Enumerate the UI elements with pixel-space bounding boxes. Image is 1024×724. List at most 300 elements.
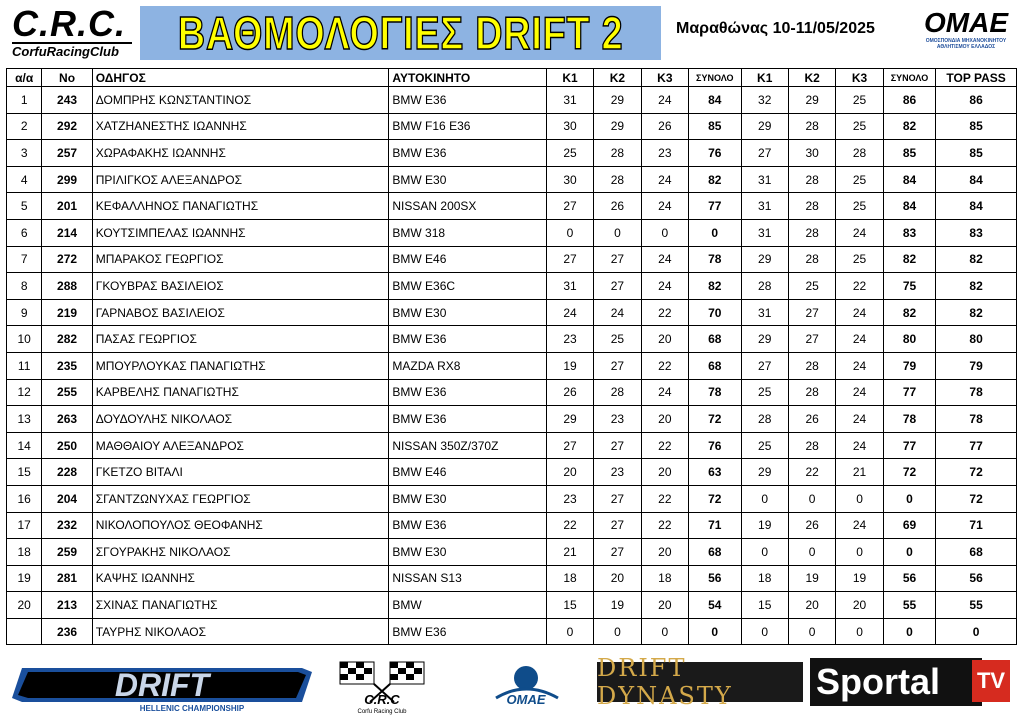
cell-car-number: 201 [42, 193, 92, 220]
cell-car-number: 257 [42, 140, 92, 167]
cell-k1-run1: 25 [546, 140, 593, 167]
cell-top-pass: 83 [936, 219, 1017, 246]
col-header-k2-run2: Κ2 [788, 69, 835, 87]
cell-top-pass: 80 [936, 326, 1017, 353]
cell-k3-run2: 21 [836, 459, 883, 486]
cell-car-number: 255 [42, 379, 92, 406]
cell-k3-run1: 20 [641, 406, 688, 433]
cell-k3-run1: 20 [641, 459, 688, 486]
cell-car: NISSAN 350Z/370Z [389, 432, 546, 459]
cell-total-run1: 0 [689, 219, 741, 246]
col-header-k3-run2: Κ3 [836, 69, 883, 87]
cell-k3-run1: 22 [641, 299, 688, 326]
cell-k2-run1: 28 [594, 379, 641, 406]
cell-car-number: 259 [42, 539, 92, 566]
table-row [7, 352, 1017, 379]
cell-k3-run1: 24 [641, 379, 688, 406]
cell-k1-run2: 25 [741, 432, 788, 459]
table-row [7, 140, 1017, 167]
cell-k1-run1: 0 [546, 219, 593, 246]
cell-k1-run2: 25 [741, 379, 788, 406]
cell-k1-run2: 31 [741, 193, 788, 220]
cell-k3-run1: 24 [641, 273, 688, 300]
cell-total-run1: 68 [689, 326, 741, 353]
cell-car: BMW E36 [389, 406, 546, 433]
table-row [7, 432, 1017, 459]
cell-k3-run2: 24 [836, 326, 883, 353]
cell-total-run1: 76 [689, 432, 741, 459]
cell-driver: ΣΓΑΝΤΖΩΝΥΧΑΣ ΓΕΩΡΓΙΟΣ [92, 485, 389, 512]
cell-driver: ΤΑΥΡΗΣ ΝΙΚΟΛΑΟΣ [92, 618, 389, 645]
cell-position: 7 [7, 246, 42, 273]
cell-total-run1: 72 [689, 406, 741, 433]
cell-total-run1: 76 [689, 140, 741, 167]
cell-total-run2: 77 [883, 432, 935, 459]
cell-car-number: 292 [42, 113, 92, 140]
cell-total-run1: 68 [689, 352, 741, 379]
cell-car: BMW E46 [389, 246, 546, 273]
cell-position [7, 618, 42, 645]
cell-k2-run2: 30 [788, 140, 835, 167]
cell-k3-run2: 0 [836, 485, 883, 512]
cell-position: 11 [7, 352, 42, 379]
cell-k3-run2: 24 [836, 406, 883, 433]
cell-driver: ΜΠΟΥΡΛΟΥΚΑΣ ΠΑΝΑΓΙΩΤΗΣ [92, 352, 389, 379]
cell-driver: ΜΠΑΡΑΚΟΣ ΓΕΩΡΓΙΟΣ [92, 246, 389, 273]
cell-k2-run2: 27 [788, 299, 835, 326]
cell-car-number: 214 [42, 219, 92, 246]
cell-driver: ΝΙΚΟΛΟΠΟΥΛΟΣ ΘΕΟΦΑΝΗΣ [92, 512, 389, 539]
cell-driver: ΔΟΜΠΡΗΣ ΚΩΝΣΤΑΝΤΙΝΟΣ [92, 87, 389, 114]
cell-k1-run1: 23 [546, 326, 593, 353]
cell-k1-run1: 15 [546, 592, 593, 619]
drift-logo-text: DRIFT [114, 667, 210, 703]
cell-k1-run1: 27 [546, 193, 593, 220]
cell-car: BMW E36 [389, 326, 546, 353]
cell-car: BMW 318 [389, 219, 546, 246]
cell-k2-run1: 20 [594, 565, 641, 592]
cell-k2-run2: 19 [788, 565, 835, 592]
cell-position: 20 [7, 592, 42, 619]
cell-k2-run1: 0 [594, 219, 641, 246]
checkered-flags-icon [334, 658, 430, 716]
cell-k3-run1: 24 [641, 166, 688, 193]
cell-driver: ΠΑΣΑΣ ΓΕΩΡΓΙΟΣ [92, 326, 389, 353]
cell-driver: ΠΡΙΛΙΓΚΟΣ ΑΛΕΞΑΝΔΡΟΣ [92, 166, 389, 193]
cell-total-run2: 86 [883, 87, 935, 114]
cell-total-run2: 77 [883, 379, 935, 406]
cell-total-run1: 77 [689, 193, 741, 220]
cell-car: NISSAN S13 [389, 565, 546, 592]
cell-total-run1: 54 [689, 592, 741, 619]
cell-car: BMW E30 [389, 485, 546, 512]
cell-k2-run2: 28 [788, 432, 835, 459]
cell-top-pass: 82 [936, 299, 1017, 326]
cell-top-pass: 0 [936, 618, 1017, 645]
cell-k3-run2: 24 [836, 379, 883, 406]
cell-car: BMW E30 [389, 166, 546, 193]
table-row [7, 246, 1017, 273]
drift-dynasty-logo: DRIFT DYNASTY [597, 662, 803, 702]
cell-position: 14 [7, 432, 42, 459]
cell-top-pass: 72 [936, 459, 1017, 486]
cell-k2-run2: 25 [788, 273, 835, 300]
cell-total-run2: 0 [883, 618, 935, 645]
cell-top-pass: 85 [936, 140, 1017, 167]
cell-top-pass: 84 [936, 193, 1017, 220]
cell-total-run1: 78 [689, 246, 741, 273]
cell-car-number: 236 [42, 618, 92, 645]
cell-car-number: 243 [42, 87, 92, 114]
table-row [7, 592, 1017, 619]
cell-k2-run2: 20 [788, 592, 835, 619]
cell-car: BMW E36 [389, 379, 546, 406]
cell-k2-run1: 0 [594, 618, 641, 645]
table-row [7, 459, 1017, 486]
cell-car-number: 272 [42, 246, 92, 273]
cell-total-run1: 63 [689, 459, 741, 486]
cell-car-number: 235 [42, 352, 92, 379]
col-header-k1-run1: Κ1 [546, 69, 593, 87]
cell-top-pass: 82 [936, 246, 1017, 273]
cell-top-pass: 77 [936, 432, 1017, 459]
cell-car-number: 282 [42, 326, 92, 353]
cell-k3-run2: 25 [836, 87, 883, 114]
cell-total-run2: 55 [883, 592, 935, 619]
cell-k3-run2: 24 [836, 219, 883, 246]
cell-car: BMW F16 E36 [389, 113, 546, 140]
event-location-date: Μαραθώνας 10-11/05/2025 [676, 20, 875, 37]
cell-k3-run1: 18 [641, 565, 688, 592]
cell-position: 6 [7, 219, 42, 246]
table-row [7, 565, 1017, 592]
cell-total-run2: 79 [883, 352, 935, 379]
cell-k2-run1: 23 [594, 406, 641, 433]
cell-k2-run2: 26 [788, 406, 835, 433]
table-row [7, 273, 1017, 300]
cell-position: 9 [7, 299, 42, 326]
cell-driver: ΧΑΤΖΗΑΝΕΣΤΗΣ ΙΩΑΝΝΗΣ [92, 113, 389, 140]
cell-car: NISSAN 200SX [389, 193, 546, 220]
cell-total-run1: 71 [689, 512, 741, 539]
page-header [0, 0, 1024, 66]
sportal-tv-badge: TV [972, 660, 1010, 702]
cell-total-run1: 82 [689, 166, 741, 193]
table-row [7, 539, 1017, 566]
cell-driver: ΣΧΙΝΑΣ ΠΑΝΑΓΙΩΤΗΣ [92, 592, 389, 619]
cell-total-run2: 82 [883, 113, 935, 140]
cell-driver: ΓΚΕΤΖΟ ΒΙΤΑΛΙ [92, 459, 389, 486]
cell-k2-run2: 29 [788, 87, 835, 114]
cell-position: 16 [7, 485, 42, 512]
cell-k1-run1: 30 [546, 166, 593, 193]
cell-k2-run2: 28 [788, 246, 835, 273]
omae-logo-text: OMAE [924, 7, 1008, 38]
cell-k3-run2: 24 [836, 299, 883, 326]
cell-k2-run2: 22 [788, 459, 835, 486]
cell-k1-run1: 22 [546, 512, 593, 539]
standings-table [6, 68, 1017, 645]
cell-position: 3 [7, 140, 42, 167]
cell-total-run2: 56 [883, 565, 935, 592]
cell-k1-run2: 29 [741, 113, 788, 140]
table-header-row [7, 69, 1017, 87]
cell-k3-run2: 28 [836, 140, 883, 167]
cell-k3-run2: 20 [836, 592, 883, 619]
table-row [7, 326, 1017, 353]
col-header-top-pass: TOP PASS [936, 69, 1017, 87]
cell-car: BMW E46 [389, 459, 546, 486]
cell-driver: ΓΚΟΥΒΡΑΣ ΒΑΣΙΛΕΙΟΣ [92, 273, 389, 300]
crc-logo [12, 4, 138, 60]
cell-car: BMW [389, 592, 546, 619]
cell-k1-run1: 27 [546, 432, 593, 459]
cell-k3-run2: 25 [836, 193, 883, 220]
cell-position: 1 [7, 87, 42, 114]
cell-k1-run2: 28 [741, 273, 788, 300]
cell-k3-run2: 25 [836, 166, 883, 193]
cell-total-run1: 78 [689, 379, 741, 406]
table-row [7, 379, 1017, 406]
omae-logo [916, 8, 1016, 60]
cell-driver: ΚΑΡΒΕΛΗΣ ΠΑΝΑΓΙΩΤΗΣ [92, 379, 389, 406]
cell-total-run1: 56 [689, 565, 741, 592]
col-header-position: α/α [7, 69, 42, 87]
cell-car: BMW E36C [389, 273, 546, 300]
cell-total-run2: 82 [883, 299, 935, 326]
cell-car: BMW E36 [389, 512, 546, 539]
cell-total-run2: 72 [883, 459, 935, 486]
cell-k1-run2: 18 [741, 565, 788, 592]
sponsor-footer [0, 654, 1024, 720]
col-header-k2-run1: Κ2 [594, 69, 641, 87]
cell-total-run2: 75 [883, 273, 935, 300]
cell-car-number: 288 [42, 273, 92, 300]
cell-k3-run1: 24 [641, 87, 688, 114]
cell-k2-run1: 27 [594, 432, 641, 459]
cell-position: 5 [7, 193, 42, 220]
cell-k1-run1: 27 [546, 246, 593, 273]
cell-car-number: 263 [42, 406, 92, 433]
cell-k2-run1: 25 [594, 326, 641, 353]
table-row [7, 219, 1017, 246]
table-row [7, 512, 1017, 539]
cell-car-number: 219 [42, 299, 92, 326]
cell-driver: ΚΟΥΤΣΙΜΠΕΛΑΣ ΙΩΑΝΝΗΣ [92, 219, 389, 246]
cell-total-run2: 84 [883, 193, 935, 220]
cell-driver: ΣΓΟΥΡΑΚΗΣ ΝΙΚΟΛΑΟΣ [92, 539, 389, 566]
omae-footer-graphic [476, 658, 576, 714]
cell-k1-run1: 19 [546, 352, 593, 379]
cell-k1-run2: 27 [741, 140, 788, 167]
table-row [7, 485, 1017, 512]
cell-driver: ΜΑΘΘΑΙΟΥ ΑΛΕΞΑΝΔΡΟΣ [92, 432, 389, 459]
cell-k2-run1: 27 [594, 352, 641, 379]
cell-k1-run2: 0 [741, 618, 788, 645]
cell-k3-run2: 24 [836, 432, 883, 459]
cell-total-run2: 0 [883, 539, 935, 566]
cell-top-pass: 72 [936, 485, 1017, 512]
cell-driver: ΚΕΦΑΛΛΗΝΟΣ ΠΑΝΑΓΙΩΤΗΣ [92, 193, 389, 220]
drift-logo-subtext: HELLENIC CHAMPIONSHIP [139, 704, 245, 713]
cell-k3-run1: 22 [641, 352, 688, 379]
cell-k3-run2: 25 [836, 246, 883, 273]
cell-k2-run1: 27 [594, 273, 641, 300]
table-row [7, 618, 1017, 645]
cell-top-pass: 56 [936, 565, 1017, 592]
cell-k1-run2: 15 [741, 592, 788, 619]
omae-logo-subtext: ΟΜΟΣΠΟΝΔΙΑ ΜΗΧΑΝΟΚΙΝΗΤΟΥ ΑΘΛΗΤΙΣΜΟΥ ΕΛΛΑΔΟΣ [925, 38, 1007, 50]
cell-car: BMW E36 [389, 140, 546, 167]
cell-position: 10 [7, 326, 42, 353]
cell-driver: ΓΑΡΝΑΒΟΣ ΒΑΣΙΛΕΙΟΣ [92, 299, 389, 326]
cell-total-run1: 0 [689, 618, 741, 645]
cell-total-run1: 84 [689, 87, 741, 114]
cell-k2-run2: 26 [788, 512, 835, 539]
cell-position: 2 [7, 113, 42, 140]
cell-k2-run2: 28 [788, 193, 835, 220]
cell-k2-run2: 27 [788, 326, 835, 353]
cell-car-number: 213 [42, 592, 92, 619]
cell-car-number: 299 [42, 166, 92, 193]
table-row [7, 193, 1017, 220]
table-row [7, 113, 1017, 140]
cell-k2-run1: 27 [594, 485, 641, 512]
cell-k2-run2: 0 [788, 539, 835, 566]
cell-k3-run1: 22 [641, 432, 688, 459]
cell-k3-run1: 20 [641, 326, 688, 353]
cell-total-run2: 0 [883, 485, 935, 512]
cell-k3-run2: 22 [836, 273, 883, 300]
cell-k2-run1: 26 [594, 193, 641, 220]
cell-total-run1: 68 [689, 539, 741, 566]
title-banner [140, 6, 661, 60]
cell-top-pass: 82 [936, 273, 1017, 300]
cell-top-pass: 68 [936, 539, 1017, 566]
cell-k1-run2: 29 [741, 246, 788, 273]
cell-k2-run1: 24 [594, 299, 641, 326]
cell-k2-run2: 0 [788, 485, 835, 512]
cell-k3-run1: 24 [641, 193, 688, 220]
crc-footer-logo [334, 658, 430, 716]
cell-k1-run2: 28 [741, 406, 788, 433]
cell-k3-run2: 0 [836, 539, 883, 566]
cell-k3-run1: 22 [641, 485, 688, 512]
cell-k2-run2: 28 [788, 166, 835, 193]
cell-top-pass: 79 [936, 352, 1017, 379]
omae-footer-logo [476, 658, 576, 714]
cell-car: BMW E30 [389, 539, 546, 566]
cell-k1-run1: 20 [546, 459, 593, 486]
cell-k3-run1: 26 [641, 113, 688, 140]
cell-k2-run2: 0 [788, 618, 835, 645]
cell-total-run2: 83 [883, 219, 935, 246]
cell-k1-run1: 23 [546, 485, 593, 512]
table-row [7, 406, 1017, 433]
cell-k1-run1: 31 [546, 87, 593, 114]
cell-k1-run2: 32 [741, 87, 788, 114]
col-header-number: Νο [42, 69, 92, 87]
cell-car: BMW E30 [389, 299, 546, 326]
table-row [7, 299, 1017, 326]
cell-k1-run2: 29 [741, 459, 788, 486]
cell-total-run1: 70 [689, 299, 741, 326]
cell-car-number: 204 [42, 485, 92, 512]
cell-driver: ΔΟΥΔΟΥΛΗΣ ΝΙΚΟΛΑΟΣ [92, 406, 389, 433]
cell-k1-run1: 0 [546, 618, 593, 645]
cell-k3-run1: 23 [641, 140, 688, 167]
cell-k2-run1: 19 [594, 592, 641, 619]
cell-top-pass: 78 [936, 406, 1017, 433]
cell-k1-run2: 29 [741, 326, 788, 353]
cell-position: 8 [7, 273, 42, 300]
drift-championship-logo [12, 658, 318, 714]
table-row [7, 166, 1017, 193]
cell-car: MAZDA RX8 [389, 352, 546, 379]
cell-total-run2: 80 [883, 326, 935, 353]
cell-k2-run2: 28 [788, 113, 835, 140]
drift-logo-graphic [12, 658, 318, 714]
cell-car: BMW E36 [389, 87, 546, 114]
cell-car-number: 228 [42, 459, 92, 486]
col-header-driver: ΟΔΗΓΟΣ [92, 69, 389, 87]
omae-footer-text: OMAE [506, 692, 546, 707]
col-header-k1-run2: Κ1 [741, 69, 788, 87]
cell-position: 13 [7, 406, 42, 433]
cell-total-run2: 78 [883, 406, 935, 433]
cell-k3-run2: 25 [836, 113, 883, 140]
cell-k2-run1: 28 [594, 166, 641, 193]
cell-k2-run1: 28 [594, 140, 641, 167]
cell-k3-run1: 24 [641, 246, 688, 273]
cell-total-run2: 85 [883, 140, 935, 167]
cell-k1-run2: 31 [741, 166, 788, 193]
cell-top-pass: 78 [936, 379, 1017, 406]
cell-position: 12 [7, 379, 42, 406]
cell-position: 15 [7, 459, 42, 486]
cell-k3-run1: 0 [641, 219, 688, 246]
cell-k2-run2: 28 [788, 379, 835, 406]
cell-k1-run1: 18 [546, 565, 593, 592]
crc-footer-text: C.R.C [364, 692, 400, 707]
cell-k1-run2: 31 [741, 219, 788, 246]
cell-position: 4 [7, 166, 42, 193]
cell-k1-run1: 30 [546, 113, 593, 140]
cell-k2-run2: 28 [788, 219, 835, 246]
cell-k2-run1: 27 [594, 246, 641, 273]
cell-k1-run1: 24 [546, 299, 593, 326]
cell-top-pass: 85 [936, 113, 1017, 140]
cell-driver: ΚΑΨΗΣ ΙΩΑΝΝΗΣ [92, 565, 389, 592]
cell-car-number: 232 [42, 512, 92, 539]
cell-k3-run1: 20 [641, 539, 688, 566]
cell-k1-run2: 0 [741, 485, 788, 512]
cell-driver: ΧΩΡΑΦΑΚΗΣ ΙΩΑΝΝΗΣ [92, 140, 389, 167]
cell-k3-run2: 24 [836, 352, 883, 379]
cell-k3-run1: 0 [641, 618, 688, 645]
cell-total-run2: 84 [883, 166, 935, 193]
cell-total-run2: 69 [883, 512, 935, 539]
cell-k2-run1: 29 [594, 113, 641, 140]
col-header-car: ΑΥΤΟΚΙΝΗΤΟ [389, 69, 546, 87]
cell-k3-run1: 20 [641, 592, 688, 619]
col-header-k3-run1: Κ3 [641, 69, 688, 87]
cell-top-pass: 71 [936, 512, 1017, 539]
cell-k1-run1: 29 [546, 406, 593, 433]
cell-total-run1: 85 [689, 113, 741, 140]
col-header-total-run2: ΣΥΝΟΛΟ [883, 69, 935, 87]
crc-logo-text: C.R.C. [12, 3, 126, 44]
